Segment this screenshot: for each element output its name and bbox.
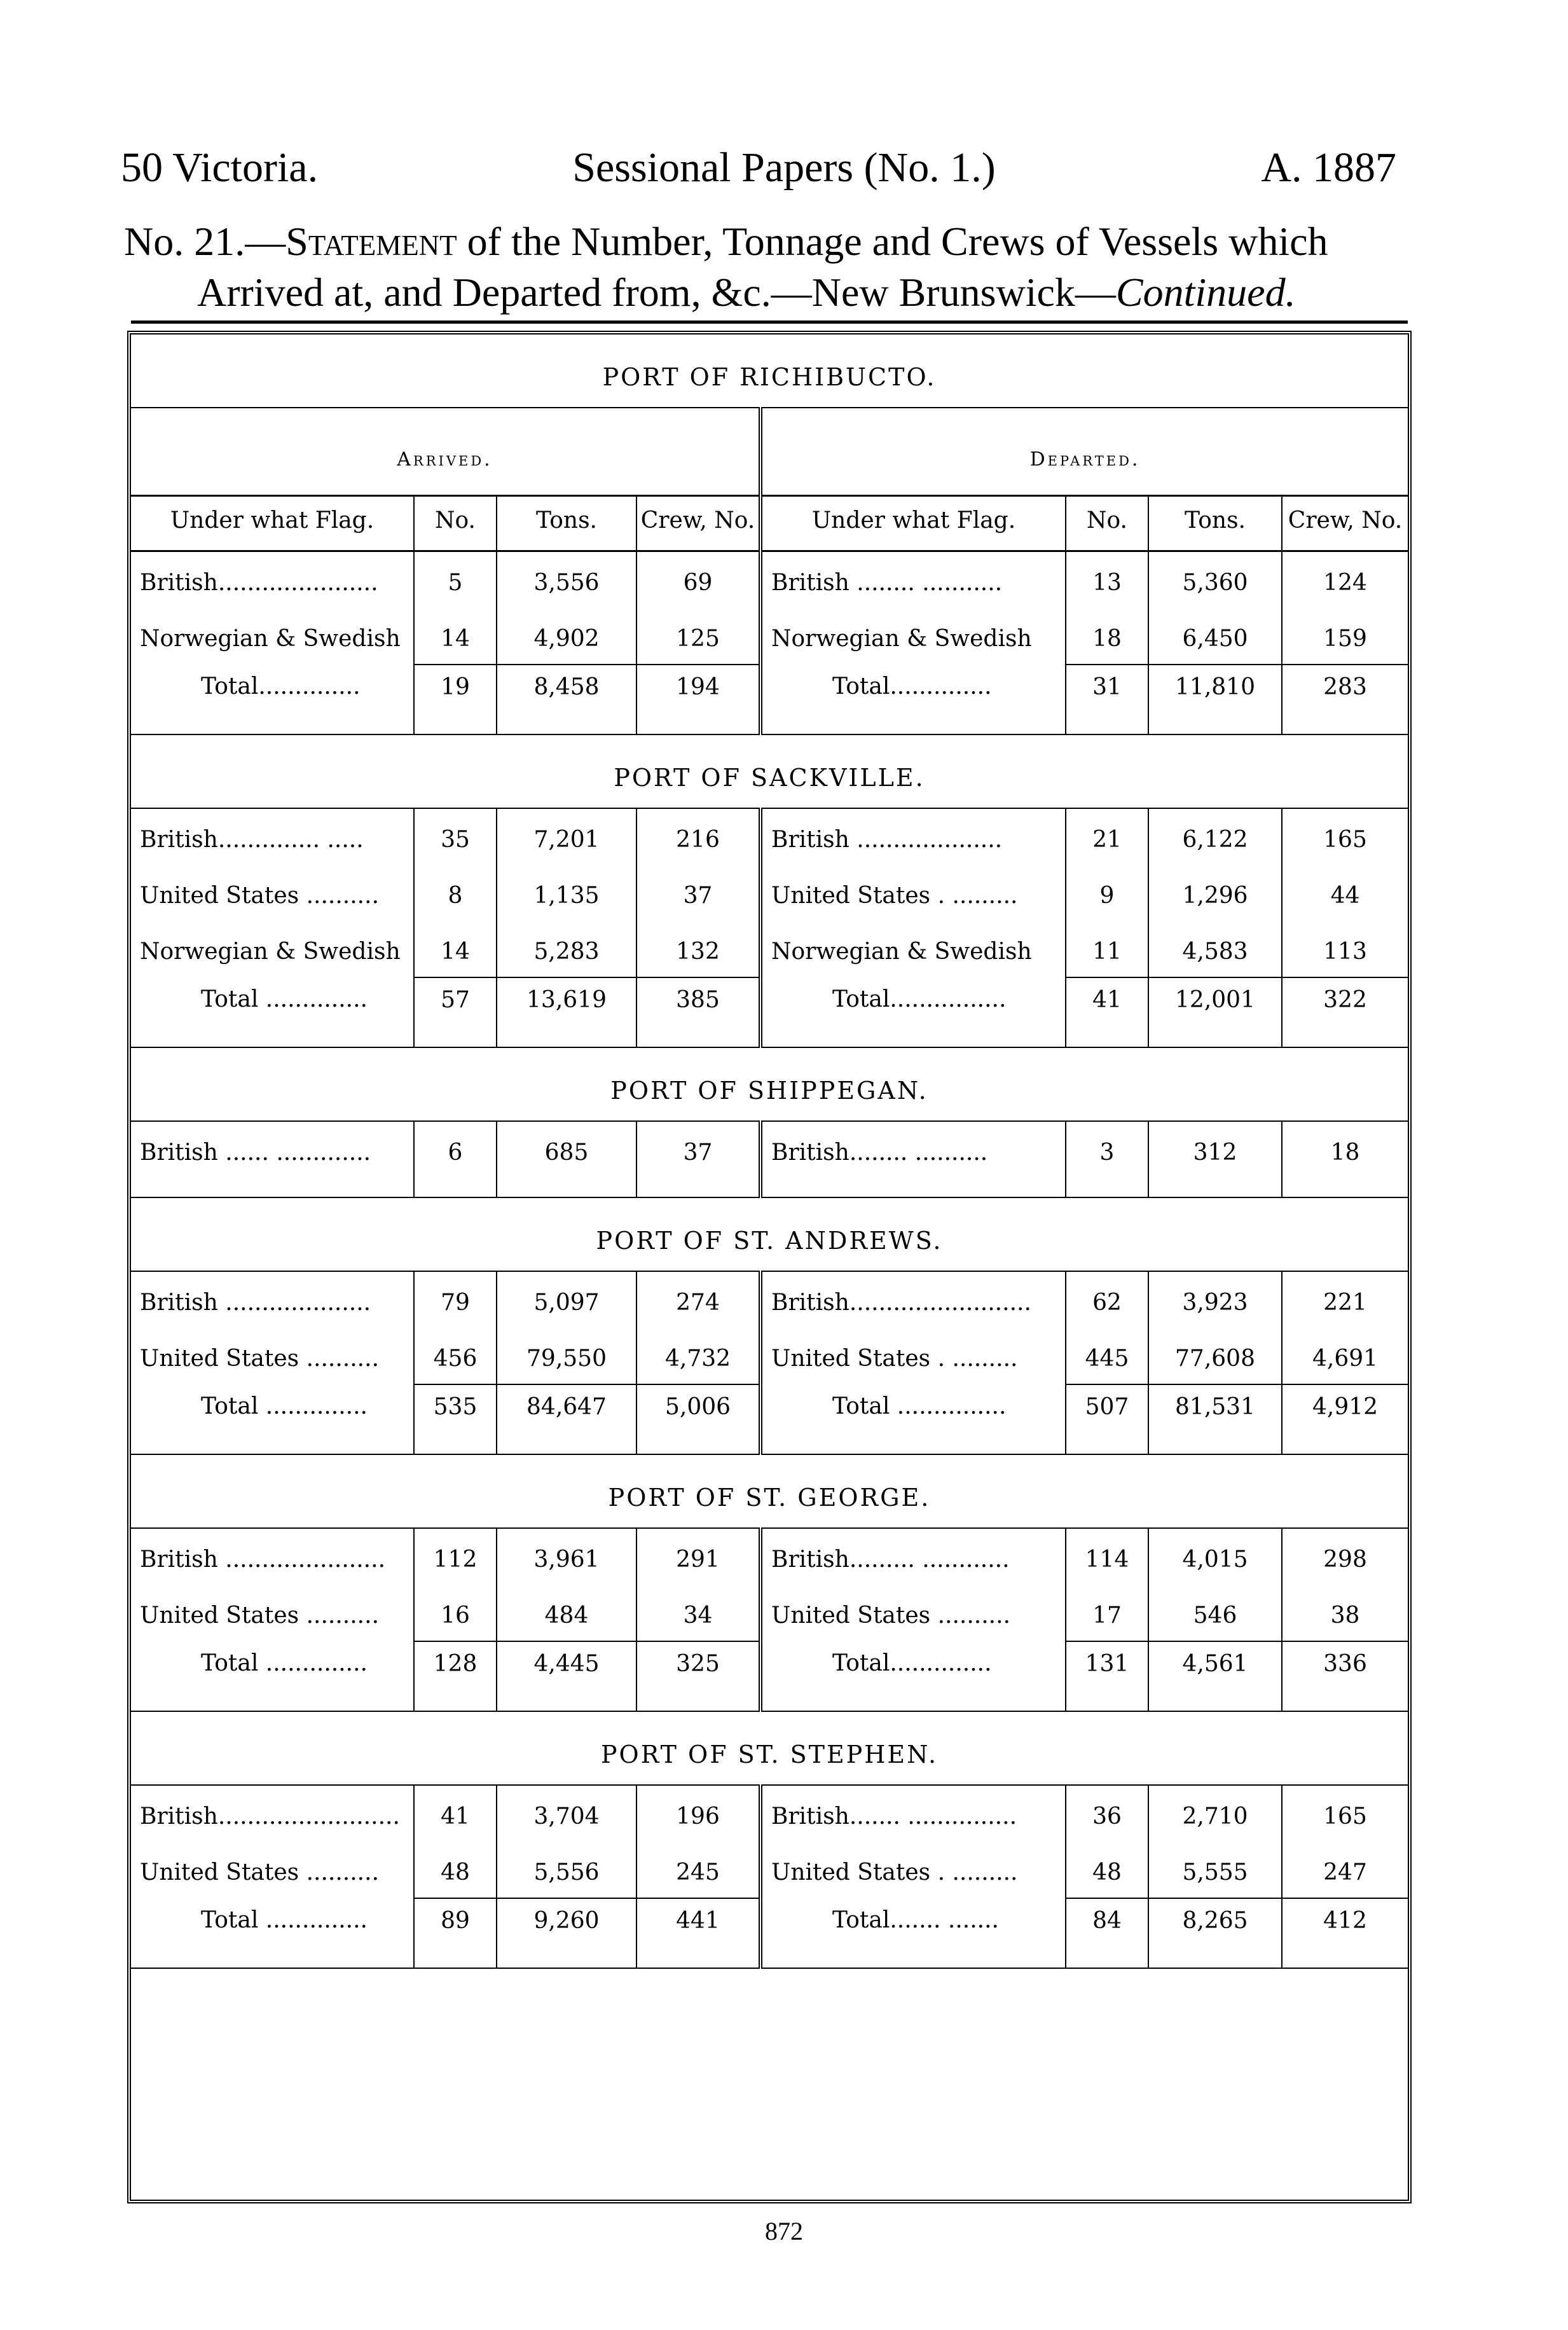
arrived-no: 8 xyxy=(414,865,497,921)
departed-no: 9 xyxy=(1066,865,1148,921)
departed-no: 445 xyxy=(1066,1328,1148,1384)
arrived-crew: 37 xyxy=(636,1121,760,1178)
spacer-cell xyxy=(760,1178,1066,1197)
spacer-cell xyxy=(1148,1692,1282,1711)
port-name: PORT OF ST. STEPHEN. xyxy=(131,1711,1408,1785)
spacer-cell xyxy=(497,1692,636,1711)
arrived-tons: 5,556 xyxy=(497,1842,636,1898)
spacer-cell xyxy=(1066,1948,1148,1968)
departed-flag: British........ .......... xyxy=(760,1121,1066,1178)
departed-flag: United States . ......... xyxy=(760,865,1066,921)
spacer-cell xyxy=(1066,1178,1148,1197)
departed-crew: 247 xyxy=(1323,1859,1367,1885)
total-row xyxy=(131,665,1408,715)
arrived-total-tons: 8,458 xyxy=(497,665,636,715)
arrived-crew: 125 xyxy=(636,608,760,665)
departed-no: 48 xyxy=(1066,1842,1148,1898)
arrived-flag: British.............. ..... xyxy=(131,808,414,865)
arrived-crew: 245 xyxy=(636,1842,760,1898)
port-name: PORT OF SACKVILLE. xyxy=(131,734,1408,808)
spacer-cell xyxy=(636,1178,760,1197)
departed-crew: 221 xyxy=(1323,1290,1367,1316)
departed-total-tons: 4,561 xyxy=(1148,1641,1282,1692)
departed-no: 62 xyxy=(1066,1271,1148,1328)
arrived-col-no: No. xyxy=(414,496,497,551)
arrived-total-label: Total .............. xyxy=(131,1898,414,1948)
arrived-no: 16 xyxy=(414,1585,497,1641)
departed-total-tons: 8,265 xyxy=(1148,1898,1282,1948)
departed-tons: 5,555 xyxy=(1148,1842,1282,1898)
departed-total-label: Total................ xyxy=(760,977,1066,1028)
table-row xyxy=(131,808,1408,865)
header-session: 50 Victoria. xyxy=(121,144,319,191)
arrived-crew: 132 xyxy=(636,921,760,977)
spacer-cell xyxy=(1148,1948,1282,1968)
spacer-cell xyxy=(414,1178,497,1197)
spacer-cell xyxy=(1282,1178,1408,1197)
port-heading-row xyxy=(131,334,1408,408)
arrived-total-crew: 194 xyxy=(636,665,760,715)
arrived-total-crew: 5,006 xyxy=(636,1384,760,1435)
table-body xyxy=(131,334,1408,1968)
arrived-total-label: Total .............. xyxy=(131,1384,414,1435)
arrived-crew: 69 xyxy=(636,551,760,609)
departed-tons: 312 xyxy=(1148,1121,1282,1178)
arrived-flag: British ...................... xyxy=(131,1528,414,1585)
port-name: PORT OF RICHIBUCTO. xyxy=(131,334,1408,408)
departed-total-tons: 81,531 xyxy=(1148,1384,1282,1435)
arrived-col-tons: Tons. xyxy=(497,496,636,551)
spacer-cell xyxy=(1148,715,1282,734)
spacer-cell xyxy=(1066,1028,1148,1047)
arrived-flag: British...................... xyxy=(131,551,414,609)
spacer-cell xyxy=(636,1435,760,1454)
statement-table-frame xyxy=(127,331,1412,2203)
port-name: PORT OF ST. ANDREWS. xyxy=(131,1197,1408,1271)
departed-no: 36 xyxy=(1066,1785,1148,1842)
departed-tons: 6,122 xyxy=(1148,808,1282,865)
departed-no: 114 xyxy=(1066,1528,1148,1585)
spacer-cell xyxy=(1282,715,1408,734)
table-row xyxy=(131,1585,1408,1641)
spacer-cell xyxy=(414,1692,497,1711)
departed-tons: 546 xyxy=(1148,1585,1282,1641)
arrived-total-no: 128 xyxy=(414,1641,497,1692)
port-end-row xyxy=(131,1948,1408,1968)
spacer-cell xyxy=(131,1948,414,1968)
page-number: 872 xyxy=(765,2217,803,2245)
departed-no: 18 xyxy=(1066,608,1148,665)
departed-crew: 298 xyxy=(1323,1547,1367,1573)
table-row xyxy=(131,1121,1408,1178)
spacer-cell xyxy=(414,1435,497,1454)
arrived-crew: 37 xyxy=(636,865,760,921)
arrived-flag: United States .......... xyxy=(131,1842,414,1898)
arrived-crew: 4,732 xyxy=(636,1328,760,1384)
header-papers: Sessional Papers (No. 1.) xyxy=(572,144,996,191)
table-row xyxy=(131,1785,1408,1842)
spacer-cell xyxy=(497,1948,636,1968)
port-end-row xyxy=(131,1028,1408,1047)
departed-crew: 44 xyxy=(1330,883,1360,909)
port-end-row xyxy=(131,1178,1408,1197)
departed-tons: 3,923 xyxy=(1148,1271,1282,1328)
departed-flag: United States . ......... xyxy=(760,1328,1066,1384)
arrived-tons: 484 xyxy=(497,1585,636,1641)
arrived-no: 14 xyxy=(414,608,497,665)
arrived-total-no: 89 xyxy=(414,1898,497,1948)
spacer-cell xyxy=(1148,1028,1282,1047)
arrived-total-tons: 9,260 xyxy=(497,1898,636,1948)
table-row xyxy=(131,1842,1408,1898)
arrived-flag: Norwegian & Swedish xyxy=(131,921,414,977)
arrived-total-label: Total.............. xyxy=(131,665,414,715)
departed-crew: 18 xyxy=(1330,1140,1360,1166)
arrived-tons: 3,961 xyxy=(497,1528,636,1585)
departed-total-label: Total ............... xyxy=(760,1384,1066,1435)
arrived-total-no: 57 xyxy=(414,977,497,1028)
table-row xyxy=(131,921,1408,977)
departed-flag: British ........ ........... xyxy=(760,551,1066,609)
departed-total-label: Total.............. xyxy=(760,1641,1066,1692)
arrived-flag: British ...... ............. xyxy=(131,1121,414,1178)
arrived-flag: United States .......... xyxy=(131,1585,414,1641)
arrived-tons: 5,097 xyxy=(497,1271,636,1328)
port-end-row xyxy=(131,1435,1408,1454)
departed-total-crew: 322 xyxy=(1282,977,1408,1028)
spacer-cell xyxy=(636,1028,760,1047)
total-row xyxy=(131,1898,1408,1948)
departed-total-no: 41 xyxy=(1066,977,1148,1028)
port-name: PORT OF SHIPPEGAN. xyxy=(131,1047,1408,1121)
arrived-no: 48 xyxy=(414,1842,497,1898)
spacer-cell xyxy=(497,715,636,734)
arrived-heading: Arrived. xyxy=(131,408,760,496)
arrived-crew: 291 xyxy=(636,1528,760,1585)
title-continued: Continued. xyxy=(1115,270,1296,315)
departed-total-tons: 11,810 xyxy=(1148,665,1282,715)
title-prefix: No. 21.— xyxy=(124,219,286,264)
departed-total-no: 507 xyxy=(1066,1384,1148,1435)
arrived-flag: United States .......... xyxy=(131,1328,414,1384)
arrived-no: 14 xyxy=(414,921,497,977)
spacer-cell xyxy=(1282,1948,1408,1968)
spacer-cell xyxy=(1282,1435,1408,1454)
arrived-col-flag: Under what Flag. xyxy=(131,496,414,551)
arrived-crew: 196 xyxy=(636,1785,760,1842)
port-heading-row xyxy=(131,1197,1408,1271)
arrived-flag: British......................... xyxy=(131,1785,414,1842)
total-row xyxy=(131,1384,1408,1435)
departed-total-label: Total.............. xyxy=(760,665,1066,715)
table-row xyxy=(131,1271,1408,1328)
departed-total-tons: 12,001 xyxy=(1148,977,1282,1028)
departed-tons: 77,608 xyxy=(1148,1328,1282,1384)
arrived-crew: 216 xyxy=(636,808,760,865)
arrived-total-tons: 84,647 xyxy=(497,1384,636,1435)
port-name: PORT OF ST. GEORGE. xyxy=(131,1454,1408,1528)
total-row xyxy=(131,977,1408,1028)
column-header-row xyxy=(131,496,1408,551)
arrived-flag: Norwegian & Swedish xyxy=(131,608,414,665)
departed-flag: United States .......... xyxy=(760,1585,1066,1641)
arrived-col-crew: Crew, No. xyxy=(636,496,760,551)
port-end-row xyxy=(131,1692,1408,1711)
table-row xyxy=(131,551,1408,609)
arrived-no: 112 xyxy=(414,1528,497,1585)
port-end-row xyxy=(131,715,1408,734)
spacer-cell xyxy=(497,1028,636,1047)
departed-total-no: 131 xyxy=(1066,1641,1148,1692)
departed-crew: 165 xyxy=(1323,827,1367,853)
departed-no: 21 xyxy=(1066,808,1148,865)
arrived-crew: 34 xyxy=(636,1585,760,1641)
arrived-tons: 79,550 xyxy=(497,1328,636,1384)
table-row xyxy=(131,1528,1408,1585)
table-row xyxy=(131,865,1408,921)
departed-col-tons: Tons. xyxy=(1148,496,1282,551)
arrived-flag: United States .......... xyxy=(131,865,414,921)
departed-heading: Departed. xyxy=(760,408,1408,496)
departed-flag: British....... ............... xyxy=(760,1785,1066,1842)
arrived-total-label: Total .............. xyxy=(131,977,414,1028)
departed-no: 17 xyxy=(1066,1585,1148,1641)
spacer-cell xyxy=(636,715,760,734)
arrived-no: 35 xyxy=(414,808,497,865)
departed-crew: 4,691 xyxy=(1312,1346,1379,1372)
arrived-total-no: 535 xyxy=(414,1384,497,1435)
spacer-cell xyxy=(1066,1435,1148,1454)
spacer-cell xyxy=(131,1028,414,1047)
arrived-crew: 274 xyxy=(636,1271,760,1328)
title-line2: Arrived at, and Departed from, &c.—New Brunswick— xyxy=(197,270,1116,315)
departed-col-no: No. xyxy=(1066,496,1148,551)
arrived-tons: 4,902 xyxy=(497,608,636,665)
arrived-tons: 3,556 xyxy=(497,551,636,609)
arrived-total-crew: 385 xyxy=(636,977,760,1028)
arrived-total-crew: 325 xyxy=(636,1641,760,1692)
departed-crew: 124 xyxy=(1323,570,1367,596)
spacer-cell xyxy=(760,1948,1066,1968)
departed-tons: 4,583 xyxy=(1148,921,1282,977)
departed-total-crew: 336 xyxy=(1282,1641,1408,1692)
arrived-total-tons: 4,445 xyxy=(497,1641,636,1692)
table-row xyxy=(131,1328,1408,1384)
section-heading-row xyxy=(131,408,1408,496)
spacer-cell xyxy=(636,1948,760,1968)
spacer-cell xyxy=(1282,1692,1408,1711)
departed-total-crew: 283 xyxy=(1282,665,1408,715)
departed-total-crew: 412 xyxy=(1282,1898,1408,1948)
arrived-tons: 1,135 xyxy=(497,865,636,921)
port-heading-row xyxy=(131,1711,1408,1785)
spacer-cell xyxy=(414,1948,497,1968)
table-row xyxy=(131,608,1408,665)
departed-flag: British .................... xyxy=(760,808,1066,865)
spacer-cell xyxy=(1282,1028,1408,1047)
spacer-cell xyxy=(760,1028,1066,1047)
arrived-total-no: 19 xyxy=(414,665,497,715)
departed-total-label: Total....... ....... xyxy=(760,1898,1066,1948)
port-heading-row xyxy=(131,1047,1408,1121)
spacer-cell xyxy=(760,715,1066,734)
departed-tons: 1,296 xyxy=(1148,865,1282,921)
departed-flag: United States . ......... xyxy=(760,1842,1066,1898)
spacer-cell xyxy=(1148,1435,1282,1454)
spacer-cell xyxy=(414,715,497,734)
arrived-tons: 685 xyxy=(497,1121,636,1178)
arrived-no: 5 xyxy=(414,551,497,609)
departed-no: 11 xyxy=(1066,921,1148,977)
departed-crew: 159 xyxy=(1323,626,1367,652)
arrived-no: 41 xyxy=(414,1785,497,1842)
header-year: A. 1887 xyxy=(1261,144,1396,191)
arrived-no: 456 xyxy=(414,1328,497,1384)
arrived-total-crew: 441 xyxy=(636,1898,760,1948)
arrived-total-label: Total .............. xyxy=(131,1641,414,1692)
spacer-cell xyxy=(497,1178,636,1197)
arrived-tons: 5,283 xyxy=(497,921,636,977)
spacer-cell xyxy=(131,1692,414,1711)
departed-tons: 6,450 xyxy=(1148,608,1282,665)
departed-tons: 2,710 xyxy=(1148,1785,1282,1842)
title-line1: of the Number, Tonnage and Crews of Vessels which xyxy=(457,219,1328,264)
departed-flag: Norwegian & Swedish xyxy=(760,921,1066,977)
arrived-flag: British .................... xyxy=(131,1271,414,1328)
page-title xyxy=(111,216,1447,318)
departed-crew: 113 xyxy=(1323,939,1367,965)
title-statement: Statement xyxy=(285,219,457,264)
spacer-cell xyxy=(131,1178,414,1197)
spacer-cell xyxy=(760,1435,1066,1454)
departed-total-no: 84 xyxy=(1066,1898,1148,1948)
arrived-tons: 3,704 xyxy=(497,1785,636,1842)
arrived-total-tons: 13,619 xyxy=(497,977,636,1028)
arrived-no: 79 xyxy=(414,1271,497,1328)
departed-tons: 4,015 xyxy=(1148,1528,1282,1585)
spacer-cell xyxy=(1066,715,1148,734)
departed-crew: 38 xyxy=(1330,1603,1360,1629)
departed-flag: Norwegian & Swedish xyxy=(760,608,1066,665)
spacer-cell xyxy=(636,1692,760,1711)
spacer-cell xyxy=(131,1435,414,1454)
departed-col-flag: Under what Flag. xyxy=(760,496,1066,551)
statement-table xyxy=(131,334,1408,1969)
spacer-cell xyxy=(1066,1692,1148,1711)
spacer-cell xyxy=(1148,1178,1282,1197)
port-heading-row xyxy=(131,1454,1408,1528)
spacer-cell xyxy=(497,1435,636,1454)
port-heading-row xyxy=(131,734,1408,808)
departed-total-crew: 4,912 xyxy=(1282,1384,1408,1435)
total-row xyxy=(131,1641,1408,1692)
arrived-no: 6 xyxy=(414,1121,497,1178)
departed-col-crew: Crew, No. xyxy=(1282,496,1408,551)
departed-flag: British......................... xyxy=(760,1271,1066,1328)
departed-total-no: 31 xyxy=(1066,665,1148,715)
departed-no: 13 xyxy=(1066,551,1148,609)
arrived-tons: 7,201 xyxy=(497,808,636,865)
departed-no: 3 xyxy=(1066,1121,1148,1178)
spacer-cell xyxy=(414,1028,497,1047)
spacer-cell xyxy=(760,1692,1066,1711)
spacer-cell xyxy=(131,715,414,734)
departed-flag: British......... ............ xyxy=(760,1528,1066,1585)
departed-crew: 165 xyxy=(1323,1803,1367,1830)
departed-tons: 5,360 xyxy=(1148,551,1282,609)
